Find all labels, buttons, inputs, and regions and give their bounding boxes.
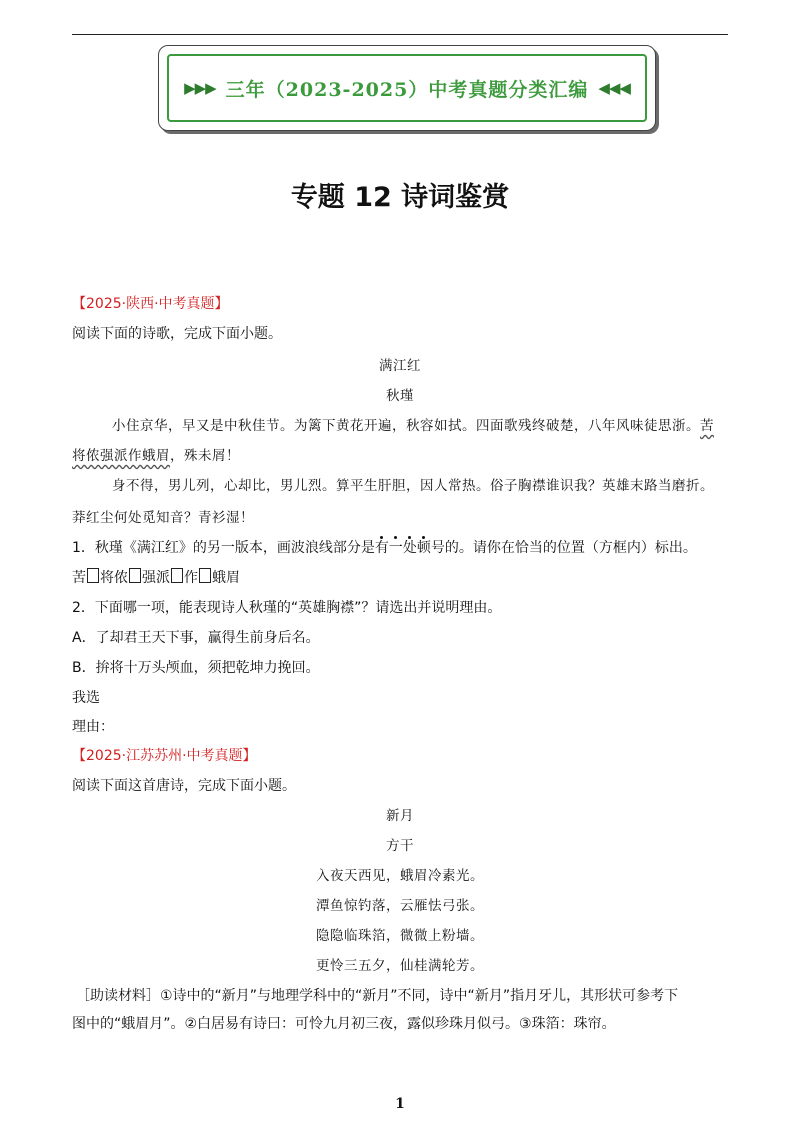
poem2-line: 更怜三五夕，仙桂满轮芳。	[316, 958, 484, 974]
box-char: 强派	[142, 570, 170, 586]
question-1-text-b: 号的。请你在恰当的位置（方框内）标出。	[430, 540, 697, 556]
poem2-title: 新月	[386, 808, 414, 824]
poem2-author: 方干	[386, 838, 414, 854]
source-tag-shaanxi: 【2025·陕西·中考真题】	[72, 296, 229, 312]
poem1-line2	[72, 446, 240, 466]
box-char: 蛾眉	[212, 570, 240, 586]
poem2-line: 入夜天西见，蛾眉冷素光。	[316, 868, 484, 884]
poem1-line2-text: ，殊未屑！	[170, 448, 240, 464]
wavy-underline-part2: 将侬强派作蛾眉	[72, 448, 170, 464]
emphasis-dot-char: 处	[402, 540, 417, 556]
right-arrows-icon: ▶▶▶	[184, 79, 216, 97]
wavy-underline-part1: 苦	[700, 418, 714, 434]
answer-box[interactable]	[87, 568, 99, 583]
poem1-line4: 莽红尘何处觅知音？青衫湿！	[72, 510, 254, 526]
poem1-line1	[112, 416, 714, 436]
option-a: A．了却君王天下事，赢得生前身后名。	[72, 630, 320, 646]
reason-label: 理由：	[72, 719, 114, 735]
poem2-line: 隐隐临珠箔，微微上粉墙。	[316, 928, 484, 944]
question-1-text-a: 1．秋瑾《满江红》的另一版本，画波浪线部分是	[72, 540, 375, 556]
poem1-line1-text: 小住京华，早又是中秋佳节。为篱下黄花开遍，秋容如拭。四面歌残终破楚，八年风味徒思浙。	[112, 418, 700, 434]
emphasis-dot-char: 有	[374, 540, 389, 556]
section1-intro: 阅读下面的诗歌，完成下面小题。	[72, 326, 282, 342]
section2-intro: 阅读下面这首唐诗，完成下面小题。	[72, 778, 296, 794]
reading-note-line1: ［助读材料］①诗中的“新月”与地理学科中的“新月”不同，诗中“新月”指月牙儿，其形状可参考下	[76, 988, 679, 1004]
choose-label: 我选	[72, 690, 100, 706]
header-rule	[72, 34, 728, 35]
emphasis-dot-char: 一	[388, 540, 403, 556]
left-arrows-icon: ◀◀◀	[598, 79, 630, 97]
answer-box[interactable]	[199, 568, 211, 583]
box-char: 将侬	[100, 570, 128, 586]
answer-box[interactable]	[171, 568, 183, 583]
box-char: 作	[184, 570, 198, 586]
banner-frame	[167, 54, 647, 122]
option-b: B．拚将十万头颅血，须把乾坤力挽回。	[72, 660, 320, 676]
question-1	[72, 538, 697, 558]
banner-title: 三年（2023-2025）中考真题分类汇编	[225, 78, 589, 101]
answer-box[interactable]	[129, 568, 141, 583]
emphasis-dot-char: 顿	[416, 540, 431, 556]
doc-title: 专题 12 诗词鉴赏	[290, 182, 510, 213]
poem1-line3: 身不得，男儿列，心却比，男儿烈。算平生肝胆，因人常热。俗子胸襟谁识我？英雄末路当磨折。	[112, 478, 714, 494]
reading-note-line2: 图中的“蛾眉月”。②白居易有诗曰：可怜九月初三夜，露似珍珠月似弓。③珠箔：珠帘。	[72, 1016, 616, 1032]
box-char: 苦	[72, 570, 86, 586]
poem2-line: 潭鱼惊钓落，云雁怯弓张。	[316, 898, 484, 914]
poem1-author: 秋瑾	[386, 388, 414, 404]
page-number: 1	[395, 1096, 405, 1112]
poem1-title: 满江红	[379, 358, 421, 374]
question-2: 2．下面哪一项，能表现诗人秋瑾的“英雄胸襟”？请选出并说明理由。	[72, 600, 502, 616]
source-tag-suzhou: 【2025·江苏苏州·中考真题】	[72, 748, 257, 764]
series-banner	[158, 45, 656, 131]
answer-boxes-line	[72, 568, 240, 588]
